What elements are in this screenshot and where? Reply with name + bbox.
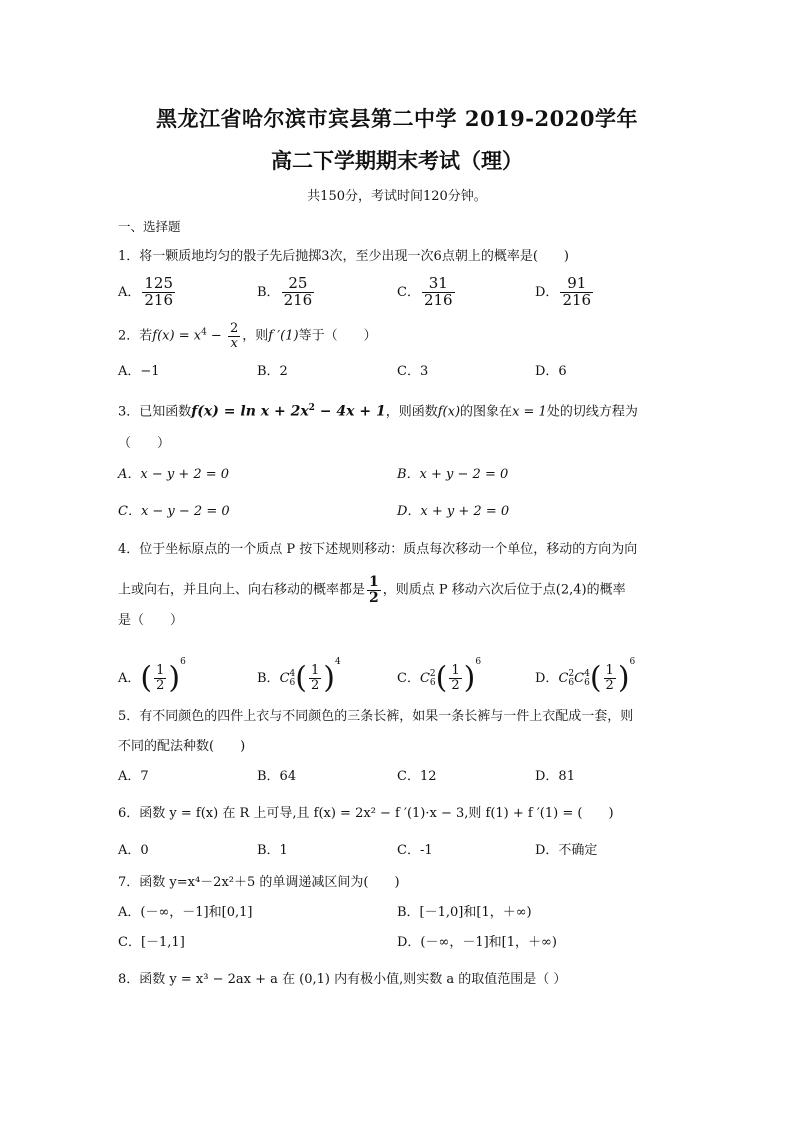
q2-option-b: B．2 [257,364,288,379]
fraction: $\frac{125}{216}$ [144,274,174,309]
fraction: $\frac{31}{216}$ [423,274,453,309]
q2-option-a: A．−1 [118,364,160,379]
question-3-paren: （ ） [118,436,171,451]
q4-option-d: D．C2 6C4 6( $\frac{1}{2}$ )$^6$ [535,657,636,696]
q7-option-a: A．(－∞，－1]和[0,1] [118,905,253,920]
fraction: $\frac{2}{x}$ [229,321,239,351]
q4-option-b: B．C4 6( $\frac{1}{2}$ )$^4$ [257,657,341,696]
q7-option-b: B．[－1,0]和[1，＋∞) [397,905,532,920]
q6-option-b: B．1 [257,843,288,858]
exam-title-line1: 黑龙江省哈尔滨市宾县第二中学 2019-2020学年 [156,106,638,131]
q1-option-d: D． $\frac{91}{216}$ [535,274,592,309]
q2-option-c: C．3 [397,364,429,379]
question-1-stem: 1．将一颗质地均匀的骰子先后抛掷3次，至少出现一次6点朝上的概率是( ) [118,249,569,264]
q1-option-c: C． $\frac{31}{216}$ [397,274,453,309]
q3-option-c: C．x − y − 2 = 0 [118,504,230,519]
question-4-line3: 是（ ） [118,613,184,628]
q2-option-d: D．6 [535,364,567,379]
q3-option-b: B．x + y − 2 = 0 [397,467,509,482]
q6-option-d: D．不确定 [535,843,598,858]
question-2-stem: 2．若$f(x) = x^4$ − $\frac{2}{x}$ ，则f ′(1)等于（ ） [118,321,377,351]
exam-subtitle: 共150分，考试时间120分钟。 [307,189,487,204]
section-heading: 一、选择题 [118,219,181,234]
q4-option-c: C．C2 6( $\frac{1}{2}$ )$^6$ [397,657,482,696]
q4-option-a: A．( $\frac{1}{2}$ )$^6$ [118,657,186,696]
question-3-stem: 3．已知函数$f(x) = \ln x + 2x^2 - 4x + 1$，则函数f(x)的图象在x = 1处的切线方程为 [118,403,638,420]
q5-option-b: B．64 [257,769,297,784]
q1-option-a: A． $\frac{125}{216}$ [118,274,174,309]
question-5-line1: 5．有不同颜色的四件上衣与不同颜色的三条长裤，如果一条长裤与一件上衣配成一套，则 [118,709,634,724]
q1-option-b: B． $\frac{25}{216}$ [257,274,313,309]
fraction: $\frac{25}{216}$ [283,274,313,309]
question-4-line2: 上或向右，并且向上、向右移动的概率都是 $\frac{1}{2}$ ，则质点 P 移动六次后位于点(2,4)的概率 [118,574,626,606]
q6-option-a: A．0 [118,843,149,858]
question-4-line1: 4．位于坐标原点的一个质点 P 按下述规则移动：质点每次移动一个单位，移动的方向为向 [118,542,638,557]
q7-option-d: D．(－∞，－1]和[1，＋∞) [397,935,557,950]
question-6-stem: 6．函数 y = f(x) 在 R 上可导,且 f(x) = 2x² − f ′(1)·x − 3,则 f(1) + f ′(1) = ( ) [118,806,614,821]
q3-option-a: A．x − y + 2 = 0 [118,467,230,482]
q5-option-c: C．12 [397,769,437,784]
q6-option-c: C．-1 [397,843,433,858]
question-7-stem: 7．函数 y=x⁴－2x²＋5 的单调递减区间为( ) [118,875,400,890]
fraction: $\frac{91}{216}$ [562,274,592,309]
q5-option-d: D．81 [535,769,575,784]
q7-option-c: C．[－1,1] [118,935,185,950]
question-5-line2: 不同的配法种数( ) [118,739,246,754]
exam-title-line2: 高二下学期期末考试（理） [271,148,523,173]
fraction-half: $\frac{1}{2}$ [369,574,379,606]
q5-option-a: A．7 [118,769,149,784]
question-8-stem: 8．函数 y = x³ − 2ax + a 在 (0,1) 内有极小值,则实数 a 的取值范围是（ ） [118,972,567,987]
q3-option-d: D．x + y + 2 = 0 [397,504,510,519]
